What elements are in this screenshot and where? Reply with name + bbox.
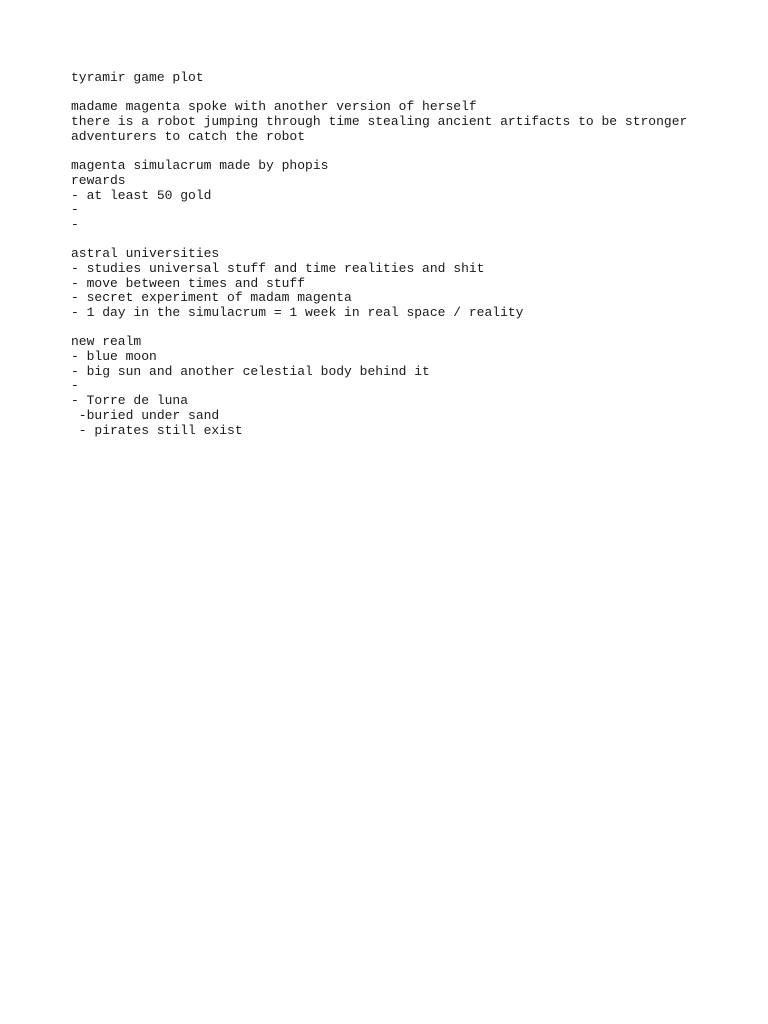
line-astral-time-ratio: - 1 day in the simulacrum = 1 week in real space / reality [71,305,524,320]
line-title: tyramir game plot [71,70,204,85]
line-new-realm-heading: new realm [71,334,142,350]
line-astral-studies: - studies universal stuff and time realities and shit [71,260,485,276]
blank-line [71,321,751,336]
line-reward-empty-1: - [71,202,79,218]
line-torre-de-luna: - Torre de luna [71,393,189,409]
line-realm-empty: - [71,378,79,394]
line-astral-secret: - secret experiment of madam magenta [71,290,352,306]
blank-line [71,233,751,248]
line-astral-move: - move between times and stuff [71,275,306,291]
line-rewards-heading: rewards [71,172,126,188]
blank-line [71,86,751,101]
blank-line [71,144,751,159]
line-blue-moon: - blue moon [71,349,157,365]
line-big-sun: - big sun and another celestial body behind it [71,363,430,379]
line-pirates: - pirates still exist [71,422,243,438]
document-text [71,71,751,438]
line-magenta-spoke: madame magenta spoke with another version of herself [71,99,477,115]
line-reward-empty-2: - [71,216,79,232]
line-robot-jumping: there is a robot jumping through time stealing ancient artifacts to be stronger [71,114,688,130]
line-reward-gold: - at least 50 gold [71,187,212,203]
line-astral-heading: astral universities [71,246,220,262]
line-buried-under-sand: -buried under sand [71,407,220,423]
line-adventurers: adventurers to catch the robot [71,128,306,144]
line-simulacrum: magenta simulacrum made by phopis [71,158,329,174]
